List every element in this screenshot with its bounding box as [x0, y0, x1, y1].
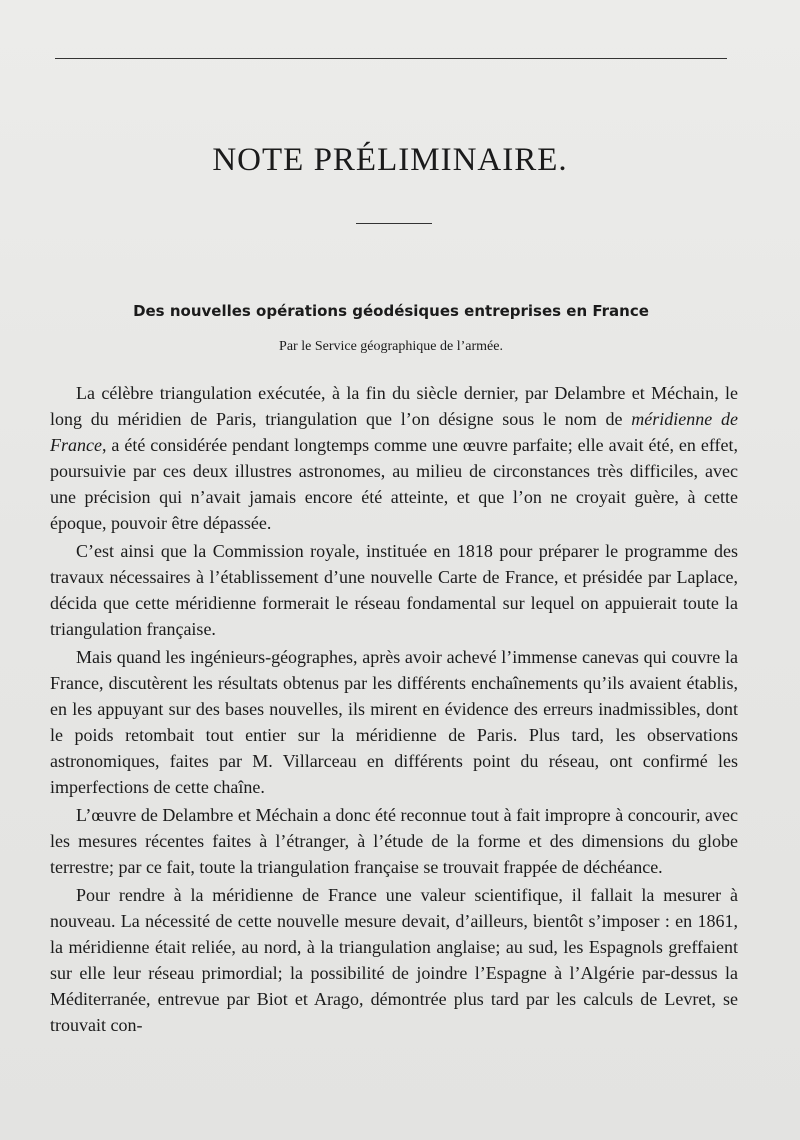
page-title: NOTE PRÉLIMINAIRE.: [212, 142, 568, 178]
author-byline: Par le Service géographique de l’armée.: [279, 339, 503, 354]
header-rule: [55, 58, 727, 59]
paragraph-2: C’est ainsi que la Commission royale, instituée en 1818 pour préparer le programme des travaux nécessaires à l’établissement d’une nouvelle Carte de France, et présidée par Laplace, décida que cette méridienne formerait le réseau fondamental sur lequel on appuierait toute la triangulation française.: [50, 541, 738, 639]
paragraph-1-text-end: , a été considérée pendant longtemps comme une œuvre parfaite; elle avait été, en effet, poursuivie par ces deux illustres astronomes, au milieu de circonstances très difficiles, avec une précision qui n’avait jamais encore été atteinte, et que l’on ne croyait guère, à cette époque, pouvoir être dépassée.: [50, 435, 738, 533]
paragraph-5: Pour rendre à la méridienne de France une valeur scientifique, il fallait la mesurer à nouveau. La nécessité de cette nouvelle mesure devait, d’ailleurs, bientôt s’imposer : en 1861, la méridienne était reliée, au nord, à la triangulation anglaise; au sud, les Espagnols greffaient sur elle leur réseau primordial; la possibilité de joindre l’Espagne à l’Algérie par-dessus la Méditerranée, entrevue par Biot et Arago, démontrée plus tard par les calculs de Levret, se trouvait con-: [50, 885, 738, 1035]
paragraph-1-emphasis: méridienne de France: [50, 409, 739, 455]
section-subtitle: Des nouvelles opérations géodésiques entreprises en France: [133, 302, 649, 320]
paragraph-4: L’œuvre de Delambre et Méchain a donc été reconnue tout à fait impropre à concourir, avec les mesures récentes faites à l’étranger, à l’étude de la forme et des dimensions du globe terrestre; par ce fait, toute la triangulation française se trouvait frappée de déchéance.: [50, 805, 738, 877]
paragraph-1: [50, 380, 738, 536]
paragraph-1-text-start: La célèbre triangulation exécutée, à la fin du siècle dernier, par Delambre et Méchain, le long du méridien de Paris, triangulation que l’on désigne sous le nom de: [50, 383, 738, 429]
body-text: [50, 380, 738, 1038]
title-separator: [356, 223, 432, 224]
paragraph-3: Mais quand les ingénieurs-géographes, après avoir achevé l’immense canevas qui couvre la France, discutèrent les résultats obtenus par les différents enchaînements qu’ils avaient établis, en les appuyant sur des bases nouvelles, ils mirent en évidence des erreurs inadmissibles, dont le poids retombait tout entier sur la méridienne de Paris. Plus tard, les observations astronomiques, faites par M. Villarceau en différents point du réseau, ont confirmé les imperfections de cette chaîne.: [50, 647, 738, 797]
